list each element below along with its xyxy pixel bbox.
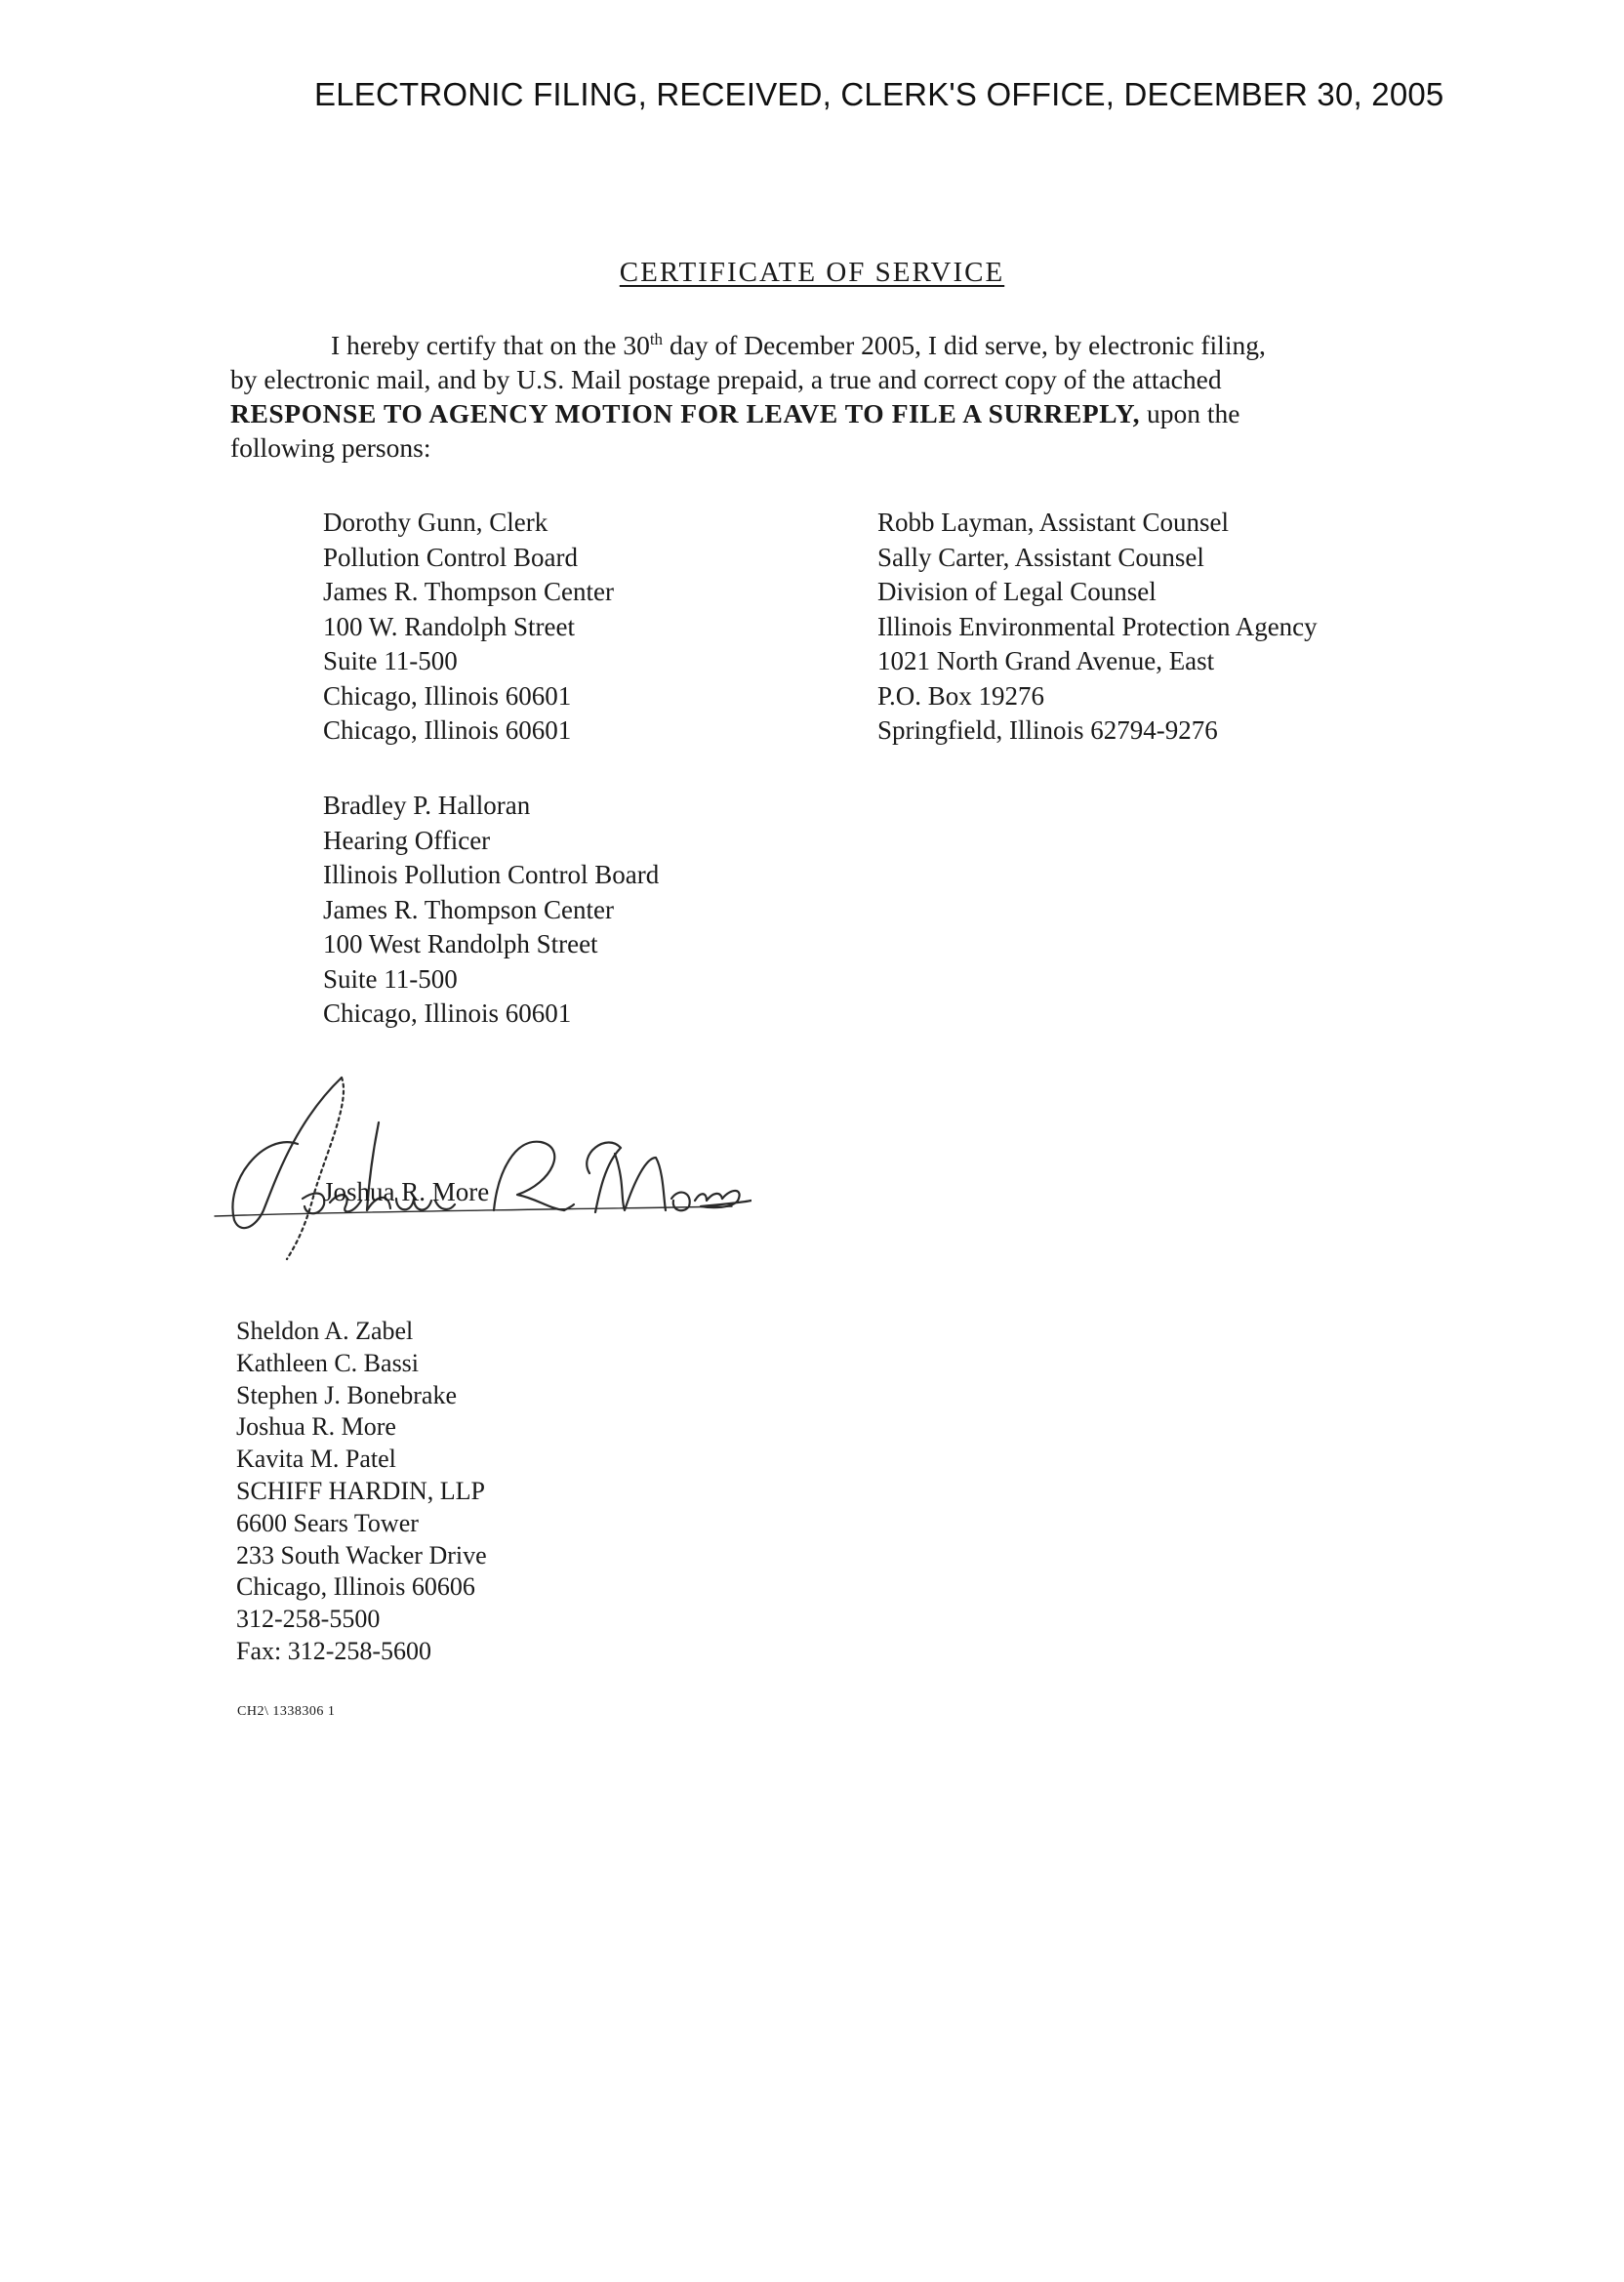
address-line: Springfield, Illinois 62794-9276 [877, 715, 1218, 745]
address-line: Pollution Control Board [323, 542, 579, 572]
paragraph-line-1 [230, 328, 1382, 362]
counsel-line: Sheldon A. Zabel [236, 1317, 414, 1345]
recipient-address-iepa [877, 506, 1318, 749]
paragraph-line-2: by electronic mail, and by U.S. Mail postage prepaid, a true and correct copy of the attached [230, 364, 1222, 394]
counsel-line: Chicago, Illinois 60606 [236, 1572, 475, 1602]
address-line: Bradley P. Halloran [323, 791, 531, 820]
handwritten-signature [205, 1064, 751, 1269]
filing-stamp-banner: ELECTRONIC FILING, RECEIVED, CLERK'S OFFICE, DECEMBER 30, 2005 [314, 76, 1444, 112]
counsel-line: Stephen J. Bonebrake [236, 1380, 458, 1409]
address-line: Dorothy Gunn, Clerk [323, 508, 548, 537]
counsel-line: 6600 Sears Tower [236, 1508, 419, 1537]
address-line: 100 W. Randolph Street [323, 611, 575, 641]
recipient-address-hearing-officer [323, 789, 659, 1032]
signatory-printed-name: Joshua R. More [323, 1177, 490, 1206]
counsel-signature-block [236, 1316, 487, 1668]
counsel-line: Kavita M. Patel [236, 1445, 396, 1474]
paragraph-text: upon the [1140, 398, 1240, 428]
address-line: Hearing Officer [323, 825, 491, 855]
address-line: Illinois Environmental Protection Agency [877, 611, 1318, 641]
address-line: Illinois Pollution Control Board [323, 860, 660, 889]
address-line: 100 West Randolph Street [323, 929, 598, 958]
address-line: James R. Thompson Center [323, 577, 614, 606]
paragraph-line-3 [230, 396, 1382, 430]
address-line: Suite 11-500 [323, 963, 458, 994]
counsel-line: Fax: 312-258-5600 [236, 1636, 432, 1665]
counsel-line: Kathleen C. Bassi [236, 1348, 420, 1377]
counsel-line: 233 South Wacker Drive [236, 1540, 487, 1569]
address-line: Sally Carter, Assistant Counsel [877, 542, 1204, 572]
certificate-title: CERTIFICATE OF SERVICE [619, 257, 1005, 288]
paragraph-line-4: following persons: [230, 432, 431, 463]
counsel-line: SCHIFF HARDIN, LLP [236, 1476, 485, 1505]
counsel-line: 312-258-5500 [236, 1605, 381, 1634]
address-line: Chicago, Illinois 60601 [323, 680, 572, 711]
ordinal-suffix: th [649, 329, 664, 348]
address-line: Division of Legal Counsel [877, 577, 1157, 606]
address-line: Robb Layman, Assistant Counsel [877, 508, 1229, 537]
address-line: Chicago, Illinois 60601 [323, 715, 572, 745]
address-line: Chicago, Illinois 60601 [323, 998, 572, 1028]
certificate-paragraph [230, 328, 1382, 465]
paragraph-text: day of December 2005, I did serve, by electronic filing, [663, 330, 1266, 360]
document-title-bold: RESPONSE TO AGENCY MOTION FOR LEAVE TO FILE A SURREPLY, [230, 398, 1141, 428]
counsel-line: Joshua R. More [236, 1412, 396, 1442]
address-line: P.O. Box 19276 [877, 680, 1045, 711]
paragraph-text: I hereby certify that on the 30 [331, 330, 650, 360]
address-line: 1021 North Grand Avenue, East [877, 646, 1215, 675]
document-id: CH2\ 1338306 1 [237, 1704, 336, 1719]
recipient-address-clerk [323, 506, 614, 749]
address-line: Suite 11-500 [323, 646, 458, 675]
address-line: James R. Thompson Center [323, 894, 614, 924]
